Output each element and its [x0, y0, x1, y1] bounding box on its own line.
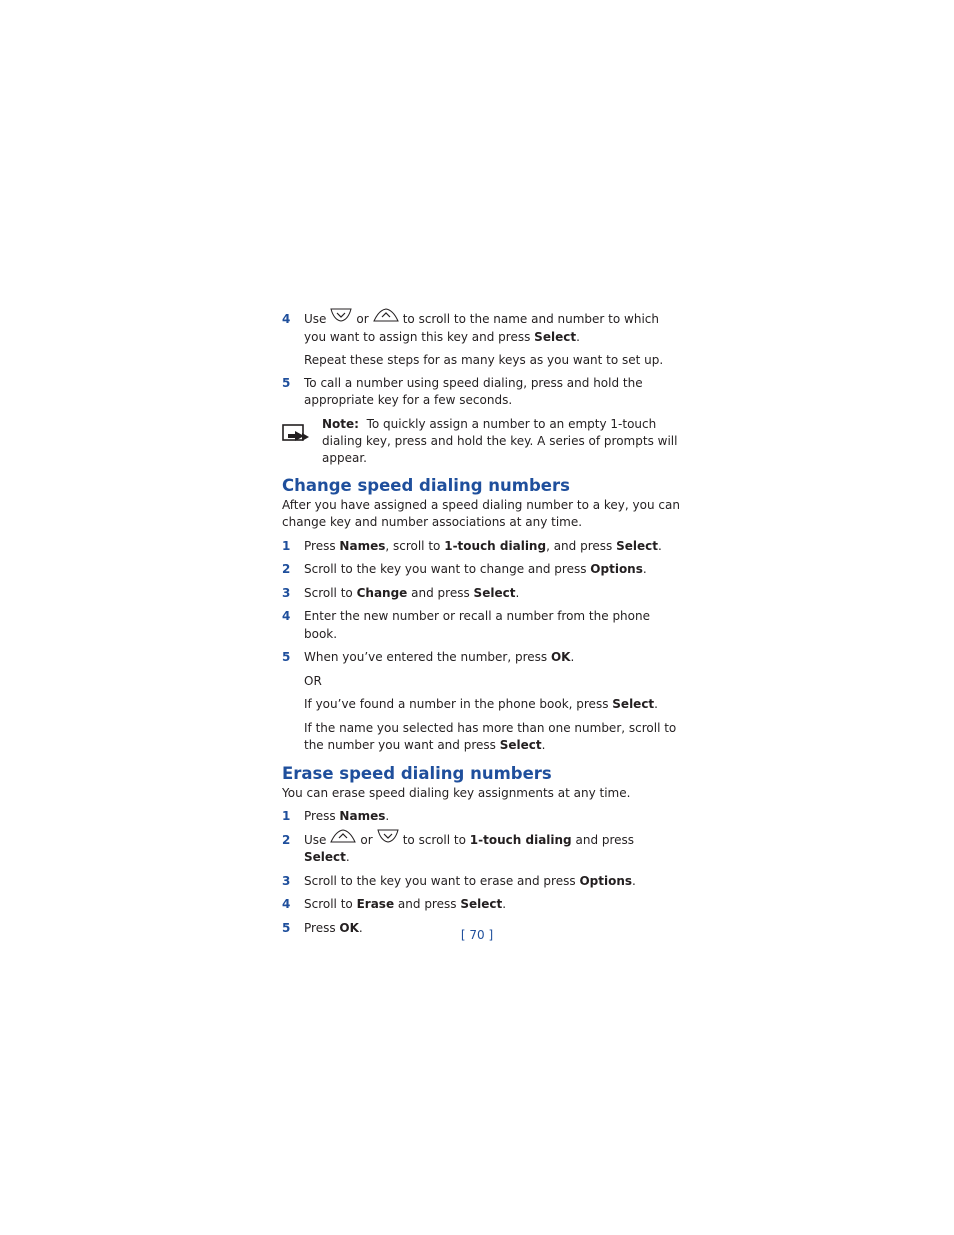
change-step-4: 4 Enter the new number or recall a number from the phone book.: [282, 609, 650, 641]
step-number: 4: [282, 312, 291, 326]
erase-step-2: 2 Use or to scroll to 1-touch dialing and press Select.: [282, 832, 682, 867]
erase-step-1: 1 Press Names.: [282, 809, 390, 823]
change-step-3: 3 Scroll to Change and press Select.: [282, 585, 520, 600]
erase-step-3: 3 Scroll to the key you want to erase and press Options.: [282, 873, 636, 888]
found-text: If you’ve found a number in the phone book, press Select.: [304, 697, 658, 711]
erase-step-5: 5 Press OK.: [282, 920, 363, 935]
step-5-call: 5 To call a number using speed dialing, press and hold the appropriate key for a few seconds.: [282, 375, 643, 407]
or-text: OR: [304, 673, 322, 688]
heading-change-speed-dialing: Change speed dialing numbers: [282, 475, 570, 495]
multi-number-text: If the name you selected has more than one number, scroll to the number you want and press Select.: [304, 720, 677, 752]
scroll-down-key-icon: [377, 829, 399, 849]
note-text: To quickly assign a number to an empty 1-touch dialing key, press and hold the key. A series of prompts will appear.: [322, 416, 678, 465]
scroll-up-key-icon: [373, 308, 399, 328]
change-step-2: 2 Scroll to the key you want to change and press Options.: [282, 562, 647, 576]
note-icon: [282, 424, 310, 449]
change-step-1: 1 Press Names, scroll to 1-touch dialing, and press Select.: [282, 538, 662, 553]
heading-erase-speed-dialing: Erase speed dialing numbers: [282, 763, 552, 783]
scroll-up-key-icon: [330, 829, 356, 849]
scroll-down-key-icon: [330, 308, 352, 328]
page-number: [ 70 ]: [460, 928, 494, 942]
change-step-5: 5 When you’ve entered the number, press OK.: [282, 650, 575, 664]
note-block: [282, 416, 682, 467]
change-intro: After you have assigned a speed dialing number to a key, you can change key and number associations at any time.: [282, 497, 680, 529]
step-4-assign: 4 Use or to scroll to the name and number to which you want to assign this key and press Select.: [282, 311, 682, 346]
note-label: Note:: [322, 416, 359, 431]
erase-intro: You can erase speed dialing key assignments at any time.: [282, 785, 631, 800]
erase-step-4: 4 Scroll to Erase and press Select.: [282, 897, 507, 911]
manual-page: [282, 309, 682, 937]
step-number: 5: [282, 375, 291, 390]
repeat-text: Repeat these steps for as many keys as you want to set up.: [304, 353, 664, 367]
